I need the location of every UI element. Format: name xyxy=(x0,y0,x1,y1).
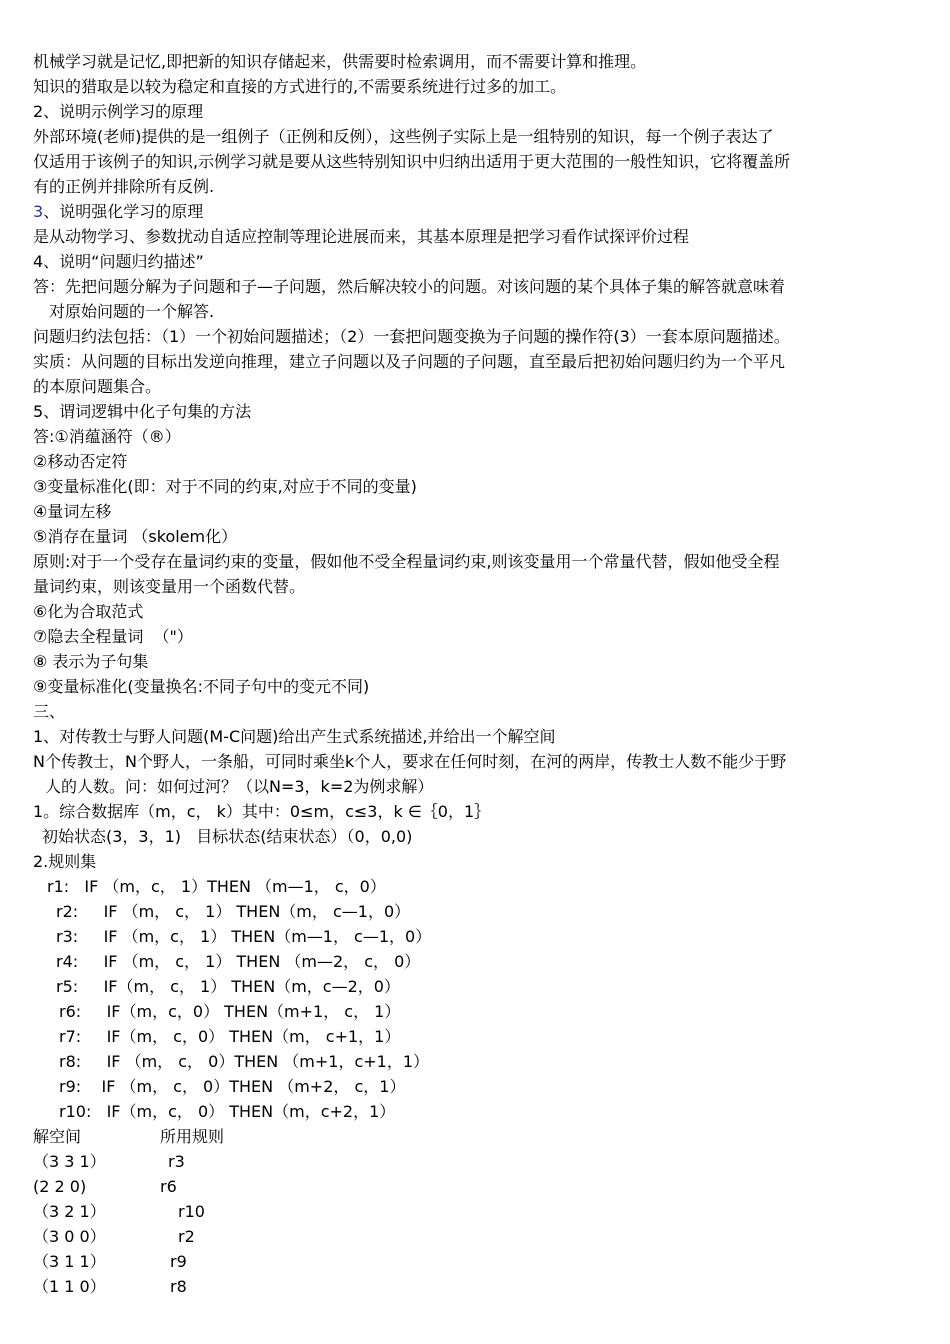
text-line: ⑥化为合取范式 xyxy=(33,602,144,621)
text-line: 答:①消蕴涵符（®） xyxy=(33,427,181,446)
rule-line: r9: IF （m， c， 0）THEN （m+2， c，1） xyxy=(59,1077,406,1096)
solution-rule: r8 xyxy=(170,1277,187,1296)
table-header: 解空间 xyxy=(33,1127,82,1146)
text-line: 实质：从问题的目标出发逆向推理，建立子问题以及子问题的子问题，直至最后把初始问题归约为一个平凡 xyxy=(33,352,786,371)
section-heading: 三、 xyxy=(33,702,66,721)
section-number: 3 xyxy=(33,202,44,221)
section-heading: 2、说明示例学习的原理 xyxy=(33,102,204,121)
solution-state: （1 1 0） xyxy=(33,1277,106,1296)
text-line: 知识的猎取是以较为稳定和直接的方式进行的,不需要系统进行过多的加工。 xyxy=(33,77,567,96)
text-line: 仅适用于该例子的知识,示例学习就是要从这些特别知识中归纳出适用于更大范围的一般性知识，它将覆盖所 xyxy=(33,152,791,171)
text-line: ③变量标准化(即：对于不同的约束,对应于不同的变量) xyxy=(33,477,417,496)
solution-rule: r10 xyxy=(178,1202,205,1221)
solution-state: (2 2 0) xyxy=(33,1177,87,1196)
text-line: 量词约束，则该变量用一个函数代替。 xyxy=(33,577,306,596)
text-line: 2.规则集 xyxy=(33,852,97,871)
rule-line: r2: IF （m， c， 1） THEN（m， c—1，0） xyxy=(56,902,411,921)
text-line: 外部环境(老师)提供的是一组例子（正例和反例），这些例子实际上是一组特别的知识，每一个例子表达了 xyxy=(33,127,774,146)
text-line: 1。综合数据库（m，c， k）其中：0≤m，c≤3，k ∈｛0，1｝ xyxy=(33,802,491,821)
solution-rule: r3 xyxy=(168,1152,185,1171)
text-line: ⑤消存在量词 （skolem化） xyxy=(33,527,238,546)
text-line: ⑧ 表示为子句集 xyxy=(33,652,149,671)
text-line: 问题归约法包括：（1）一个初始问题描述；（2）一套把问题变换为子问题的操作符(3）一套本原问题描述。 xyxy=(33,327,790,346)
solution-state: （3 2 1） xyxy=(33,1202,106,1221)
rule-line: r10: IF（m，c， 0） THEN（m，c+2，1） xyxy=(59,1102,396,1121)
rule-line: r1: IF （m，c， 1）THEN （m—1， c，0） xyxy=(47,877,386,896)
text-line: ⑨变量标准化(变量换名:不同子句中的变元不同) xyxy=(33,677,370,696)
table-header: 所用规则 xyxy=(160,1127,225,1146)
solution-rule: r2 xyxy=(178,1227,195,1246)
solution-rule: r6 xyxy=(160,1177,177,1196)
rule-line: r7: IF（m， c，0） THEN（m， c+1，1） xyxy=(59,1027,401,1046)
rule-line: r3: IF （m，c， 1） THEN（m—1， c—1，0） xyxy=(56,927,432,946)
text-line: 原则:对于一个受存在量词约束的变量，假如他不受全程量词约束,则该变量用一个常量代替，假如他受全程 xyxy=(33,552,780,571)
text-line: 是从动物学习、参数扰动自适应控制等理论进展而来，其基本原理是把学习看作试探评价过程 xyxy=(33,227,690,246)
rule-line: r6: IF（m，c，0） THEN（m+1， c， 1） xyxy=(59,1002,401,1021)
section-heading: 3、说明强化学习的原理 xyxy=(33,202,204,221)
rule-line: r4: IF （m， c， 1） THEN （m—2， c， 0） xyxy=(56,952,421,971)
solution-state: （3 0 0） xyxy=(33,1227,106,1246)
text-line: 答：先把问题分解为子问题和子—子问题，然后解决较小的问题。对该问题的某个具体子集的解答就意味着 xyxy=(33,277,786,296)
solution-state: （3 3 1） xyxy=(33,1152,106,1171)
text-line: 机械学习就是记忆,即把新的知识存储起来，供需要时检索调用，而不需要计算和推理。 xyxy=(33,52,647,71)
text-line: 的本原问题集合。 xyxy=(33,377,162,396)
text-line: 初始状态(3，3，1) 目标状态(结束状态）（0，0,0) xyxy=(42,827,413,846)
solution-rule: r9 xyxy=(170,1252,187,1271)
solution-state: （3 1 1） xyxy=(33,1252,106,1271)
section-heading: 1、对传教士与野人问题(M-C问题)给出产生式系统描述,并给出一个解空间 xyxy=(33,727,556,746)
text-line: ②移动否定符 xyxy=(33,452,128,471)
section-heading: 4、说明“问题归约描述” xyxy=(33,252,204,271)
text-line: 有的正例并排除所有反例. xyxy=(33,177,215,196)
section-heading: 5、谓词逻辑中化子句集的方法 xyxy=(33,402,252,421)
text-line: 对原始问题的一个解答. xyxy=(49,302,215,321)
rule-line: r5: IF（m， c， 1） THEN（m，c—2，0） xyxy=(56,977,400,996)
text-line: N个传教士，N个野人，一条船，可同时乘坐k个人，要求在任何时刻，在河的两岸，传教士人数不能少于野 xyxy=(33,752,787,771)
text-line: ⑦隐去全程量词 （"） xyxy=(33,627,193,646)
text-line: 人的人数。问：如何过河？（以N=3，k=2为例求解） xyxy=(45,777,434,796)
rule-line: r8: IF （m， c， 0）THEN （m+1，c+1，1） xyxy=(59,1052,430,1071)
text-line: ④量词左移 xyxy=(33,502,112,521)
